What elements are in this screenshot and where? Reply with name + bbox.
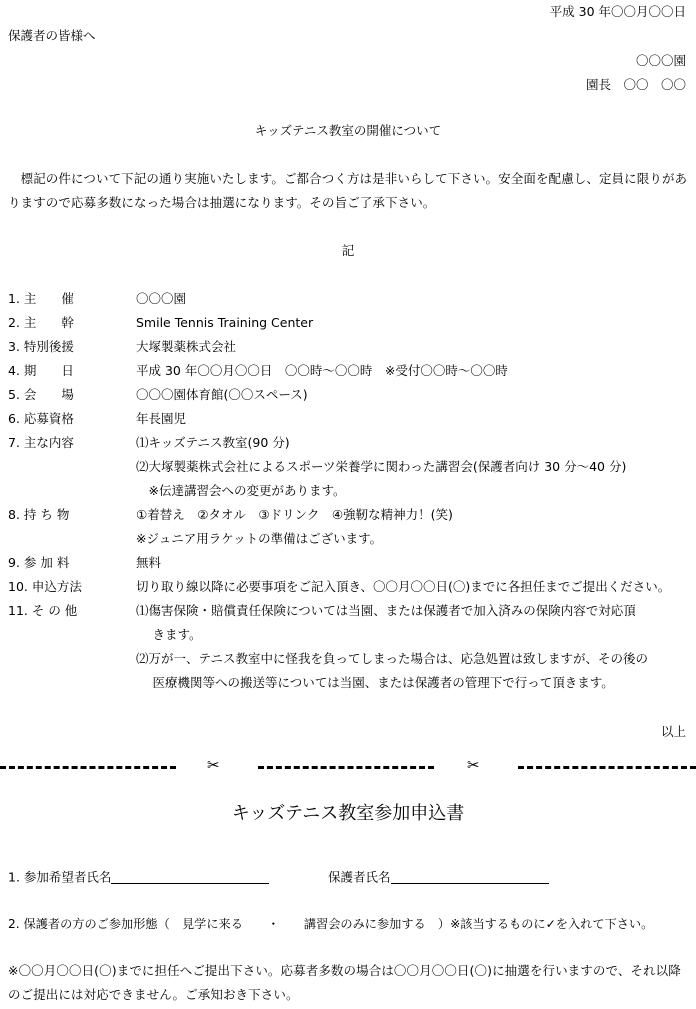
notice-body: 標記の件について下記の通り実施いたします。ご都合つく方は是非いらして下さい。安全面を配慮し、定員に限りがありますので応募多数になった場合は抽選になります。その旨ご了承下さい。 xyxy=(8,171,688,210)
detail-value: 〇〇〇園 xyxy=(136,291,187,306)
notice-title: キッズテニス教室の開催について xyxy=(254,123,442,138)
addressee: 保護者の皆様へ xyxy=(8,28,96,43)
detail-label: 8. 持 ち 物 xyxy=(8,507,70,522)
detail-value: ⑵万が一、テニス教室中に怪我を負ってしまった場合は、応急処置は致しますが、その後の xyxy=(136,651,649,666)
detail-label: 10. 申込方法 xyxy=(8,579,82,594)
director-name: 園長 〇〇 〇〇 xyxy=(585,77,686,92)
guardian-name-label: 保護者氏名 xyxy=(328,869,391,885)
ki-marker: 記 xyxy=(341,243,355,258)
detail-value: 平成 30 年〇〇月〇〇日 〇〇時～〇〇時 ※受付〇〇時～〇〇時 xyxy=(136,363,508,378)
detail-value: 大塚製薬株式会社 xyxy=(136,339,237,354)
organization-name: 〇〇〇園 xyxy=(635,53,686,68)
detail-label: 4. 期 日 xyxy=(8,363,74,378)
detail-value: 医療機関等への搬送等については当園、または保護者の管理下で行って頂きます。 xyxy=(136,675,614,690)
participation-type-row[interactable]: 2. 保護者の方のご参加形態（ 見学に来る ・ 講習会のみに参加する ）※該当するものに✓を入れて下さい。 xyxy=(8,917,654,931)
detail-label: 5. 会 場 xyxy=(8,387,74,402)
detail-value: 無料 xyxy=(136,555,162,570)
participant-name-row xyxy=(8,869,269,884)
form-title: キッズテニス教室参加申込書 xyxy=(231,803,465,824)
issue-date: 平成 30 年〇〇月〇〇日 xyxy=(549,4,686,19)
detail-value: Smile Tennis Training Center xyxy=(136,315,314,330)
detail-label: 9. 参 加 料 xyxy=(8,555,70,570)
participant-name-label: 1. 参加希望者氏名 xyxy=(8,869,112,885)
form-footer-note: ※〇〇月〇〇日(〇)までに担任へご提出下さい。応募者多数の場合は〇〇月〇〇日(〇)に抽選を行いますので、それ以降のご提出には対応できません。ご承知おき下さい。 xyxy=(8,963,681,1002)
detail-value: ⑴傷害保険・賠償責任保険については当園、または保護者で加入済みの保険内容で対応頂 xyxy=(136,603,636,618)
detail-label: 2. 主 幹 xyxy=(8,315,74,330)
detail-label: 7. 主な内容 xyxy=(8,435,74,450)
detail-value: 年長園児 xyxy=(136,411,187,426)
detail-value: ※伝達講習会への変更があります。 xyxy=(136,483,346,498)
detail-label: 1. 主 催 xyxy=(8,291,74,306)
detail-value: ⑴キッズテニス教室(90 分) xyxy=(136,435,290,450)
detail-label: 6. 応募資格 xyxy=(8,411,74,426)
detail-value: ※ジュニア用ラケットの準備はございます。 xyxy=(136,531,383,546)
guardian-name-row xyxy=(328,869,549,884)
detail-value: きます。 xyxy=(136,627,202,642)
detail-value: ①着替え ②タオル ③ドリンク ④強靭な精神力！(笑) xyxy=(136,507,453,522)
scissors-icon: ✂ xyxy=(207,756,220,774)
guardian-name-field[interactable] xyxy=(391,869,549,884)
detail-value: ⑵大塚製薬株式会社によるスポーツ栄養学に関わった講習会(保護者向け 30 分～40 分) xyxy=(136,459,627,474)
detail-label: 11. そ の 他 xyxy=(8,603,78,618)
detail-label: 3. 特別後援 xyxy=(8,339,74,354)
closing-mark: 以上 xyxy=(660,724,686,739)
detail-value: 〇〇〇園体育館(〇〇スペース) xyxy=(136,387,308,402)
scissors-icon: ✂ xyxy=(467,756,480,774)
participant-name-field[interactable] xyxy=(111,869,269,884)
detail-value: 切り取り線以降に必要事項をご記入頂き、〇〇月〇〇日(〇)までに各担任までご提出ください。 xyxy=(136,579,671,594)
